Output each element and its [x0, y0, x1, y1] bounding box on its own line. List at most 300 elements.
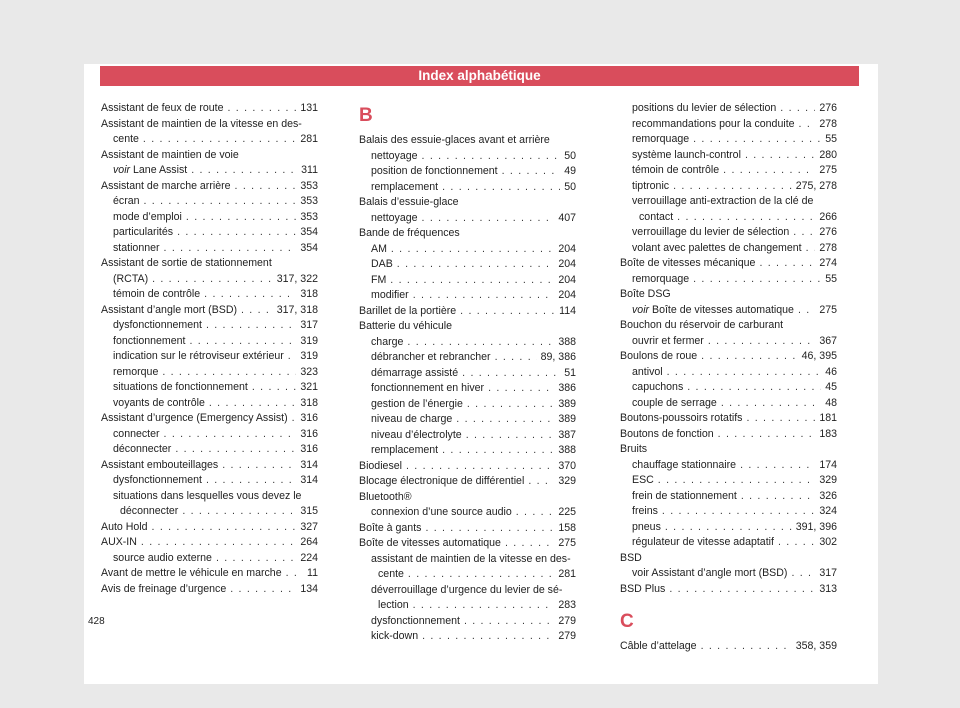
- leader-dots: [669, 582, 815, 598]
- index-entry-term: voir Boîte de vitesses automatique: [632, 303, 794, 316]
- leader-dots: [687, 380, 821, 396]
- leader-dots: [442, 443, 554, 459]
- leader-dots: [718, 427, 816, 443]
- index-entry-term: positions du levier de sélection: [632, 102, 777, 114]
- index-entry-term: fonctionnement en hiver: [371, 382, 485, 394]
- index-entry: [101, 551, 318, 567]
- index-entry: [620, 148, 837, 164]
- index-entry-page: 316: [300, 427, 318, 440]
- index-entry-page: 353: [300, 195, 318, 207]
- index-entry-term: tiptronic: [632, 179, 670, 192]
- leader-dots: [152, 272, 273, 288]
- index-heading: Batterie du véhicule: [359, 320, 453, 332]
- index-entry: [359, 521, 576, 537]
- index-entry-term: (RCTA): [113, 272, 149, 285]
- index-entry: [620, 163, 837, 179]
- index-entry-page: 114: [559, 304, 576, 317]
- index-entry: [620, 303, 837, 319]
- leader-dots: [175, 442, 296, 458]
- leader-dots: [516, 505, 555, 521]
- index-entry-page: 46, 395: [801, 350, 837, 362]
- index-entry-term: ouvrir et fermer: [632, 334, 704, 347]
- index-column-2: [359, 101, 576, 645]
- index-entry-term: BSD Plus: [620, 582, 666, 595]
- see-reference: voir: [113, 164, 131, 176]
- index-entry-page: 204: [558, 242, 576, 255]
- index-entry-term: débrancher et rebrancher: [371, 351, 491, 363]
- index-entry: [101, 194, 318, 210]
- index-entry: [359, 614, 576, 630]
- index-entry-page: 318: [300, 396, 318, 409]
- index-entry-page: 204: [558, 273, 576, 286]
- index-entry-page: 317, 322: [276, 272, 318, 285]
- index-entry-term: kick-down: [371, 630, 419, 642]
- index-entry-page: 131: [300, 102, 318, 114]
- index-entry: [359, 459, 576, 475]
- index-entry-term: écran: [113, 195, 140, 207]
- leader-dots: [186, 210, 296, 226]
- index-entry-term: dysfonctionnement: [113, 319, 202, 331]
- index-heading: Bruits: [620, 443, 648, 455]
- index-entry-page: 314: [300, 458, 318, 471]
- index-entry: [359, 629, 576, 645]
- index-entry: [359, 567, 576, 583]
- index-entry: [620, 520, 837, 536]
- index-entry-term: freins: [632, 505, 658, 517]
- index-heading: assistant de maintien de la vitesse en des-: [371, 552, 571, 565]
- index-entry: [359, 180, 576, 196]
- index-entry-term: remplacement: [371, 444, 439, 456]
- index-entry-term: déconnecter: [113, 443, 172, 455]
- index-entry-page: 386: [558, 382, 576, 394]
- leader-dots: [413, 288, 555, 304]
- leader-dots: [407, 335, 554, 351]
- index-entry-term: Barillet de la portière: [359, 304, 457, 317]
- leader-dots: [745, 148, 815, 164]
- index-entry-term: ESC: [632, 474, 654, 486]
- leader-dots: [488, 381, 554, 397]
- leader-dots: [144, 194, 297, 210]
- leader-dots: [502, 164, 561, 180]
- leader-dots: [204, 287, 296, 303]
- leader-dots: [422, 629, 554, 645]
- index-entry-term: Assistant de marche arrière: [101, 179, 231, 192]
- leader-dots: [677, 210, 815, 226]
- index-entry-page: 275: [819, 303, 837, 316]
- index-entry: [101, 225, 318, 241]
- index-column-3-list-c: [620, 639, 837, 655]
- index-entry-term: lection: [378, 599, 409, 611]
- index-entry-page: 391, 396: [795, 520, 837, 533]
- index-heading: Bouchon du réservoir de carburant: [620, 319, 784, 331]
- leader-dots: [413, 598, 555, 614]
- index-entry-term: volant avec palettes de changement: [632, 241, 802, 254]
- index-entry-page: 354: [300, 241, 318, 254]
- index-entry: [359, 381, 576, 397]
- index-entry-page: 279: [558, 630, 576, 642]
- index-entry-term: charge: [371, 335, 404, 348]
- leader-dots: [806, 241, 816, 257]
- leader-dots: [191, 163, 297, 179]
- leader-dots: [673, 179, 792, 195]
- index-entry-page: 134: [300, 582, 318, 595]
- index-entry-page: 327: [300, 520, 318, 533]
- index-entry: [359, 366, 576, 382]
- index-entry: [620, 349, 837, 365]
- index-entry-term: Boulons de roue: [620, 350, 698, 362]
- index-entry-term: couple de serrage: [632, 396, 717, 409]
- index-entry-term: remorque: [113, 365, 159, 378]
- index-entry: [101, 365, 318, 381]
- index-entry-page: 266: [819, 210, 837, 223]
- index-entry-page: 407: [558, 211, 576, 224]
- leader-dots: [701, 639, 792, 655]
- leader-dots: [288, 349, 297, 365]
- index-entry: [101, 334, 318, 350]
- index-entry-term: Assistant d’urgence (Emergency Assist): [101, 412, 288, 424]
- index-heading: Balais des essuie-glaces avant et arrière: [359, 134, 550, 146]
- index-entry-page: 311: [301, 164, 318, 176]
- leader-dots: [206, 318, 296, 334]
- index-entry-term: Avis de freinage d’urgence: [101, 582, 227, 595]
- index-entry-page: 276: [819, 102, 837, 114]
- index-entry-page: 388: [558, 335, 576, 348]
- index-entry-term: modifier: [371, 289, 409, 301]
- index-entry: [620, 117, 837, 133]
- index-entry-term: cente: [378, 568, 404, 580]
- index-entry: [620, 489, 837, 505]
- leader-dots: [442, 180, 560, 196]
- index-entry-term: voyants de contrôle: [113, 396, 205, 409]
- index-entry: [101, 272, 318, 288]
- index-heading: Balais d’essuie-glace: [359, 196, 459, 208]
- index-entry-page: 264: [300, 536, 318, 548]
- leader-dots: [152, 520, 297, 536]
- index-entry-page: 370: [558, 459, 576, 472]
- leader-dots: [746, 411, 815, 427]
- page-number: 428: [88, 616, 105, 627]
- index-entry: [101, 473, 318, 489]
- index-entry: [359, 149, 576, 165]
- index-entry-page: 50: [564, 180, 576, 193]
- index-entry-term: Blocage électronique de différentiel: [359, 475, 525, 487]
- index-entry-term: verrouillage du levier de sélection: [632, 226, 790, 238]
- index-entry-page: 224: [300, 551, 318, 564]
- index-entry-page: 278: [819, 117, 837, 130]
- index-entry-term: Auto Hold: [101, 520, 148, 533]
- index-entry-page: 329: [558, 475, 576, 487]
- index-entry: [101, 582, 318, 598]
- index-entry-term: remorquage: [632, 133, 690, 145]
- leader-dots: [798, 303, 815, 319]
- index-entry-term: Câble d’attelage: [620, 640, 697, 652]
- index-entry-term: fonctionnement: [113, 334, 186, 347]
- index-heading: Bluetooth®: [359, 490, 412, 503]
- index-entry-term: témoin de contrôle: [632, 164, 720, 176]
- leader-dots: [528, 474, 554, 490]
- index-entry: [620, 225, 837, 241]
- index-entry-term: régulateur de vitesse adaptatif: [632, 536, 774, 548]
- index-entry-term: connexion d’une source audio: [371, 506, 512, 518]
- index-entry-page: 275: [558, 537, 576, 549]
- index-entry-term: AUX-IN: [101, 536, 137, 548]
- leader-dots: [252, 380, 296, 396]
- leader-dots: [209, 396, 296, 412]
- index-entry-page: 51: [564, 366, 576, 379]
- index-entry-term: Biodiesel: [359, 459, 402, 472]
- index-entry-term: Avant de mettre le véhicule en marche: [101, 567, 282, 579]
- leader-dots: [799, 117, 816, 133]
- index-entry-term: Assistant de feux de route: [101, 102, 224, 114]
- index-entry-term: capuchons: [632, 381, 684, 393]
- index-entry-page: 50: [564, 149, 576, 162]
- index-entry-term: chauffage stationnaire: [632, 458, 737, 471]
- index-entry: [620, 639, 837, 655]
- index-entry-term: Boîte à gants: [359, 521, 422, 534]
- leader-dots: [495, 350, 537, 366]
- index-entry-term: gestion de l’énergie: [371, 397, 463, 410]
- index-entry-page: 283: [558, 599, 576, 611]
- index-entry-page: 388: [558, 444, 576, 456]
- index-entry: [620, 179, 837, 195]
- leader-dots: [397, 257, 555, 273]
- section-letter-c: C: [620, 611, 634, 632]
- index-entry: [359, 273, 576, 289]
- leader-dots: [164, 427, 297, 443]
- leader-dots: [740, 458, 815, 474]
- leader-dots: [793, 225, 815, 241]
- index-entry-page: 319: [300, 334, 318, 347]
- index-entry-page: 353: [300, 179, 318, 192]
- leader-dots: [791, 566, 815, 582]
- index-entry-term: AM: [371, 242, 387, 255]
- index-entry-page: 181: [819, 412, 837, 424]
- index-entry: [620, 334, 837, 350]
- index-entry-term: remplacement: [371, 180, 439, 193]
- index-entry: [620, 365, 837, 381]
- index-entry: [620, 256, 837, 272]
- leader-dots: [701, 349, 797, 365]
- index-entry: [101, 163, 318, 179]
- index-entry-page: 45: [825, 381, 837, 393]
- index-entry-page: 281: [558, 568, 576, 580]
- see-reference: voir: [632, 303, 650, 316]
- index-entry: [101, 287, 318, 303]
- index-entry-term: particularités: [113, 226, 174, 238]
- index-heading: Boîte DSG: [620, 288, 671, 300]
- index-entry: [101, 318, 318, 334]
- index-entry: [620, 411, 837, 427]
- index-entry: [620, 272, 837, 288]
- index-entry-term: niveau de charge: [371, 413, 453, 425]
- index-entry: [620, 396, 837, 412]
- index-entry-page: 387: [558, 428, 576, 441]
- leader-dots: [721, 396, 821, 412]
- index-entry-page: 89, 386: [540, 351, 576, 363]
- index-entry-term: Boutons-poussoirs rotatifs: [620, 412, 743, 424]
- index-entry: [101, 349, 318, 365]
- index-entry-term: Boîte de vitesses automatique: [359, 537, 501, 549]
- leader-dots: [241, 303, 273, 319]
- index-column-3: [620, 101, 837, 655]
- index-entry-page: 389: [558, 397, 576, 410]
- index-entry-page: 225: [558, 506, 576, 518]
- index-entry-term: dysfonctionnement: [113, 474, 202, 486]
- index-entry-term: voir Lane Assist: [113, 164, 188, 176]
- index-entry: [620, 535, 837, 551]
- index-entry-term: dysfonctionnement: [371, 614, 460, 627]
- leader-dots: [286, 566, 303, 582]
- index-entry: [101, 520, 318, 536]
- index-entry-term: source audio externe: [113, 551, 212, 564]
- index-entry: [359, 211, 576, 227]
- leader-dots: [189, 334, 296, 350]
- leader-dots: [216, 551, 296, 567]
- index-entry-term: Boutons de fonction: [620, 427, 714, 440]
- index-entry-term: mode d’emploi: [113, 210, 182, 223]
- index-entry-term: indication sur le rétroviseur extérieur: [113, 350, 284, 362]
- leader-dots: [466, 428, 555, 444]
- index-entry-term: DAB: [371, 258, 393, 270]
- index-entry-page: 11: [307, 567, 318, 579]
- index-entry-page: 278: [819, 241, 837, 254]
- leader-dots: [464, 614, 554, 630]
- index-entry: [359, 598, 576, 614]
- index-entry: [101, 458, 318, 474]
- leader-dots: [143, 132, 296, 148]
- index-heading: Bande de fréquences: [359, 227, 460, 239]
- index-entry-page: 367: [819, 334, 837, 347]
- index-entry: [359, 505, 576, 521]
- leader-dots: [406, 459, 554, 475]
- index-entry-page: 317, 318: [276, 303, 318, 316]
- index-entry-page: 46: [825, 365, 837, 378]
- index-entry-term: FM: [371, 273, 387, 286]
- index-entry: [359, 397, 576, 413]
- section-letter-b: B: [359, 105, 373, 126]
- index-entry-term: pneus: [632, 520, 661, 533]
- leader-dots: [658, 473, 816, 489]
- leader-dots: [693, 132, 821, 148]
- leader-dots: [708, 334, 815, 350]
- leader-dots: [778, 535, 815, 551]
- leader-dots: [206, 473, 296, 489]
- index-entry-page: 316: [300, 412, 318, 424]
- leader-dots: [741, 489, 815, 505]
- leader-dots: [390, 273, 554, 289]
- index-entry: [359, 335, 576, 351]
- index-entry-term: niveau d’électrolyte: [371, 428, 462, 441]
- index-heading: Assistant de sortie de stationnement: [101, 257, 272, 269]
- index-entry-term: cente: [113, 133, 139, 145]
- index-entry-page: 280: [819, 148, 837, 161]
- index-entry: [620, 504, 837, 520]
- index-entry: [101, 179, 318, 195]
- leader-dots: [141, 535, 296, 551]
- index-entry: [620, 132, 837, 148]
- leader-dots: [460, 304, 555, 320]
- index-entry-term: remorquage: [632, 272, 690, 285]
- index-entry: [620, 473, 837, 489]
- index-entry-term: déconnecter: [120, 505, 179, 517]
- leader-dots: [292, 411, 297, 427]
- leader-dots: [408, 567, 554, 583]
- index-entry: [101, 566, 318, 582]
- index-entry-page: 275, 278: [795, 179, 837, 192]
- index-entry-page: 281: [300, 133, 318, 145]
- index-entry: [101, 101, 318, 117]
- index-entry: [620, 101, 837, 117]
- index-entry-term: nettoyage: [371, 211, 418, 224]
- index-entry-page: 314: [300, 474, 318, 486]
- index-entry-term: nettoyage: [371, 149, 418, 162]
- index-entry-page: 313: [819, 582, 837, 595]
- leader-dots: [467, 397, 554, 413]
- index-entry-page: 354: [300, 226, 318, 238]
- index-heading: Assistant de maintien de la vitesse en des-: [101, 117, 302, 130]
- index-heading: Assistant de maintien de voie: [101, 148, 239, 161]
- index-entry-page: 329: [819, 474, 837, 486]
- index-entry-page: 274: [819, 257, 837, 269]
- leader-dots: [391, 242, 554, 258]
- index-entry: [620, 380, 837, 396]
- leader-dots: [235, 179, 297, 195]
- index-entry-page: 318: [300, 288, 318, 300]
- leader-dots: [667, 365, 822, 381]
- index-entry: [620, 241, 837, 257]
- index-entry-term: stationner: [113, 241, 160, 254]
- index-entry-page: 317: [300, 319, 318, 331]
- leader-dots: [222, 458, 296, 474]
- index-entry-page: 55: [825, 272, 837, 285]
- index-entry: [101, 535, 318, 551]
- index-entry-page: 279: [558, 614, 576, 627]
- index-heading: verrouillage anti-extraction de la clé de: [632, 195, 814, 207]
- index-entry: [101, 427, 318, 443]
- leader-dots: [505, 536, 554, 552]
- index-entry-page: 353: [300, 210, 318, 223]
- index-entry: [101, 504, 318, 520]
- leader-dots: [228, 101, 297, 117]
- index-entry-term: système launch-control: [632, 148, 741, 161]
- leader-dots: [162, 365, 296, 381]
- index-column-1: [101, 101, 318, 597]
- index-entry: [359, 536, 576, 552]
- index-entry-page: 315: [300, 505, 318, 517]
- index-entry-page: 358, 359: [795, 640, 837, 652]
- leader-dots: [723, 163, 815, 179]
- index-entry: [359, 257, 576, 273]
- index-entry-term: voir Assistant d’angle mort (BSD): [632, 567, 788, 579]
- index-entry-page: 302: [819, 536, 837, 548]
- index-entry: [359, 474, 576, 490]
- index-entry-term: contact: [639, 210, 674, 223]
- index-entry-term: frein de stationnement: [632, 489, 737, 502]
- page-header: Index alphabétique: [100, 66, 859, 86]
- index-entry-term: témoin de contrôle: [113, 288, 201, 300]
- index-entry-page: 158: [558, 521, 576, 534]
- leader-dots: [425, 521, 554, 537]
- index-entry-page: 48: [825, 396, 837, 409]
- index-entry-page: 317: [819, 567, 837, 579]
- index-entry-page: 321: [300, 381, 318, 393]
- index-entry-term: Assistant embouteillages: [101, 458, 219, 471]
- leader-dots: [177, 225, 296, 241]
- index-entry-term: situations de fonctionnement: [113, 381, 248, 393]
- index-entry-page: 183: [819, 427, 837, 440]
- index-column-3-list: [620, 101, 837, 597]
- index-entry: [101, 380, 318, 396]
